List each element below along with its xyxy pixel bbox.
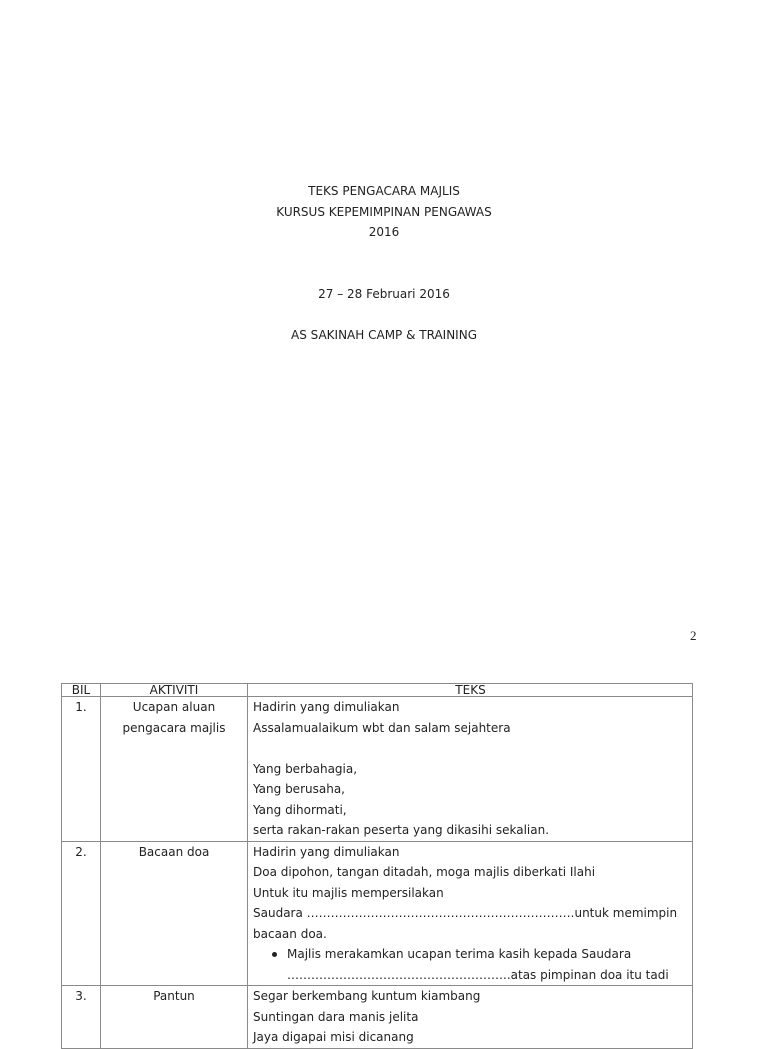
- teks-line: Untuk itu majlis mempersilakan: [253, 885, 444, 900]
- table-row: [62, 697, 693, 842]
- teks-line: Jaya digapai misi dicanang: [253, 1030, 414, 1044]
- cover-title-block: [0, 181, 768, 243]
- teks-line: bacaan doa.: [253, 926, 327, 941]
- table-row: [62, 986, 693, 1049]
- cover-title-year: 2016: [368, 225, 400, 239]
- teks-blank-line: [253, 738, 688, 759]
- cover-title-line2: KURSUS KEPEMIMPINAN PENGAWAS: [276, 204, 492, 219]
- teks-line: Segar berkembang kuntum kiambang: [253, 989, 481, 1003]
- row-bil: 1.: [62, 697, 101, 842]
- cover-title-line1: TEKS PENGACARA MAJLIS: [308, 184, 460, 198]
- teks-line: Yang dihormati,: [253, 802, 347, 817]
- bullet-item: [253, 944, 688, 965]
- row-teks: [248, 841, 693, 986]
- row-bil: 3.: [62, 986, 101, 1049]
- teks-line: Hadirin yang dimuliakan: [253, 700, 400, 714]
- teks-line: Yang berusaha,: [253, 782, 345, 796]
- row-teks: [248, 697, 693, 842]
- header-aktiviti: AKTIVITI: [101, 684, 248, 697]
- teks-line: serta rakan-rakan peserta yang dikasihi sekalian.: [253, 823, 550, 837]
- teks-line: Suntingan dara manis jelita: [253, 1009, 419, 1024]
- aktiviti-text: Ucapan aluan: [132, 700, 216, 714]
- aktiviti-text: pengacara majlis: [122, 720, 226, 735]
- header-teks: TEKS: [248, 684, 693, 697]
- teks-line: Assalamualaikum wbt dan salam sejahtera: [253, 720, 511, 735]
- cover-date: 27 – 28 Februari 2016: [318, 287, 450, 301]
- table-header-row: [62, 684, 693, 697]
- bullet-text: Majlis merakamkan ucapan terima kasih kepada Saudara: [287, 947, 632, 961]
- cover-venue: AS SAKINAH CAMP & TRAINING: [290, 328, 477, 342]
- row-aktiviti: [101, 697, 248, 842]
- row-bil: 2.: [62, 841, 101, 986]
- row-teks: [248, 986, 693, 1049]
- bullet-dot-icon: [272, 952, 277, 957]
- programme-table: [61, 683, 693, 1049]
- bullet-continuation: ………………………………………………..atas pimpinan doa itu tadi: [287, 967, 669, 982]
- page-number: 2: [690, 628, 697, 643]
- header-bil: BIL: [62, 684, 101, 697]
- table-row: [62, 841, 693, 986]
- teks-line: Saudara ………………………………………………………….untuk memimpin: [253, 906, 678, 920]
- row-aktiviti: [101, 986, 248, 1049]
- aktiviti-text: Pantun: [153, 989, 195, 1003]
- row-aktiviti: [101, 841, 248, 986]
- teks-line: Yang berbahagia,: [253, 761, 358, 776]
- teks-line: Hadirin yang dimuliakan: [253, 844, 400, 859]
- teks-line: Doa dipohon, tangan ditadah, moga majlis diberkati Ilahi: [253, 865, 596, 879]
- aktiviti-text: Bacaan doa: [138, 844, 210, 859]
